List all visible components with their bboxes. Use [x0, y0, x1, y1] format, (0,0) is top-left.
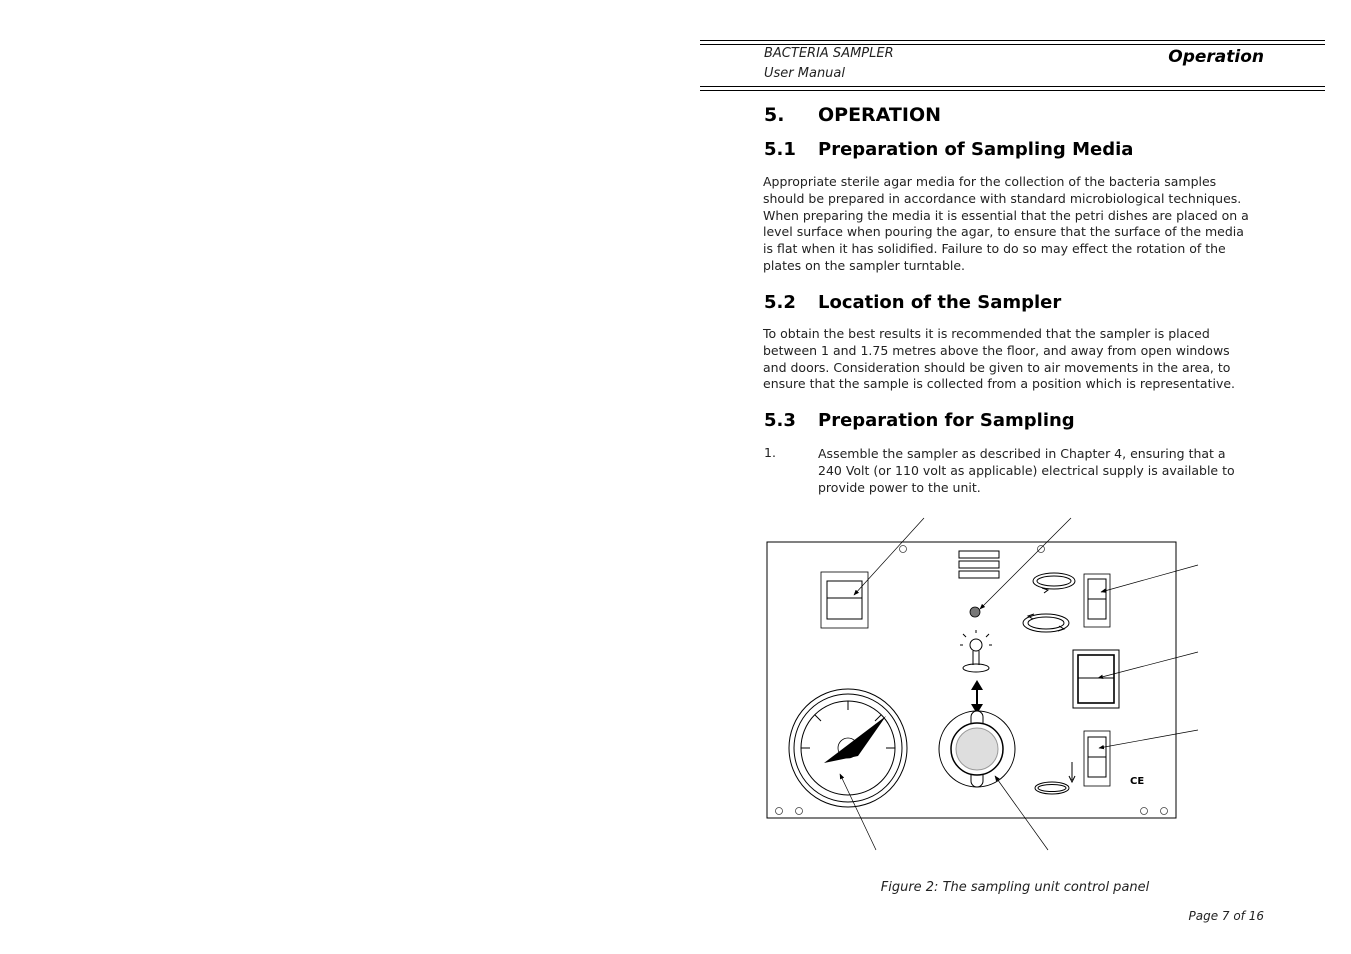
text-line: should be prepared in accordance with standard microbiological techniques.	[763, 190, 1242, 206]
text-line: ensure that the sample is collected from a position which is representative.	[763, 376, 1236, 392]
heading-preparation	[764, 410, 1075, 431]
header-bottom-rule-2	[700, 90, 1325, 91]
lowering-switch[interactable]	[1084, 731, 1110, 786]
heading-location	[764, 292, 1061, 313]
text-line: To obtain the best results it is recommended that the sampler is placed	[763, 326, 1210, 341]
heading-title: Preparation of Sampling Media	[818, 139, 1134, 160]
heading-title: OPERATION	[818, 104, 941, 126]
text-line: 240 Volt (or 110 volt as applicable) electrical supply is available to	[818, 463, 1235, 478]
text-line: is flat when it has solidified. Failure to do so may effect the rotation of the	[763, 241, 1226, 257]
heading-number: 5.	[764, 104, 785, 126]
control-panel-figure	[760, 510, 1210, 860]
indicator-lamp	[970, 607, 980, 617]
main-power-switch[interactable]	[821, 572, 868, 628]
header-top-rule	[700, 40, 1325, 41]
paragraph-location	[763, 326, 1259, 393]
header-product: BACTERIA SAMPLER	[764, 46, 894, 61]
heading-title: Preparation for Sampling	[818, 410, 1075, 431]
figure-caption: Figure 2: The sampling unit control panel	[880, 880, 1150, 895]
control-knob[interactable]	[939, 711, 1015, 787]
text-line: When preparing the media it is essential that the petri dishes are placed on a	[763, 207, 1249, 223]
page-number: Page 7 of 16	[1188, 909, 1264, 923]
header-bottom-rule	[700, 86, 1325, 87]
text-line: plates on the sampler turntable.	[763, 257, 966, 273]
paragraph-sampling-media	[763, 174, 1259, 275]
list-item-text	[818, 445, 1248, 496]
ce-mark: CE	[1130, 776, 1145, 787]
pressure-gauge	[789, 689, 907, 807]
header-section: Operation	[1168, 47, 1264, 67]
heading-number: 5.1	[764, 139, 796, 160]
rotation-selector-switch[interactable]	[1084, 574, 1110, 627]
text-line: level surface when pouring the agar, to ensure that the surface of the media	[763, 224, 1244, 240]
timer-switch[interactable]	[1073, 650, 1119, 708]
heading-title: Location of the Sampler	[818, 292, 1062, 313]
text-line: and doors. Consideration should be given to air movements in the area, to	[763, 359, 1231, 375]
text-line: between 1 and 1.75 metres above the floor, and away from open windows	[763, 342, 1230, 358]
text-line: provide power to the unit.	[818, 480, 981, 495]
heading-number: 5.2	[764, 292, 796, 313]
heading-sampling-media	[764, 139, 1133, 160]
vent-slots	[959, 551, 999, 578]
text-line: Appropriate sterile agar media for the collection of the bacteria samples	[763, 174, 1217, 189]
heading-operation	[764, 104, 941, 126]
list-item-number: 1.	[764, 445, 776, 460]
header-top-rule-2	[700, 44, 1325, 45]
text-line: Assemble the sampler as described in Chapter 4, ensuring that a	[818, 446, 1226, 461]
heading-number: 5.3	[764, 410, 796, 431]
header-doc-type: User Manual	[764, 66, 846, 81]
